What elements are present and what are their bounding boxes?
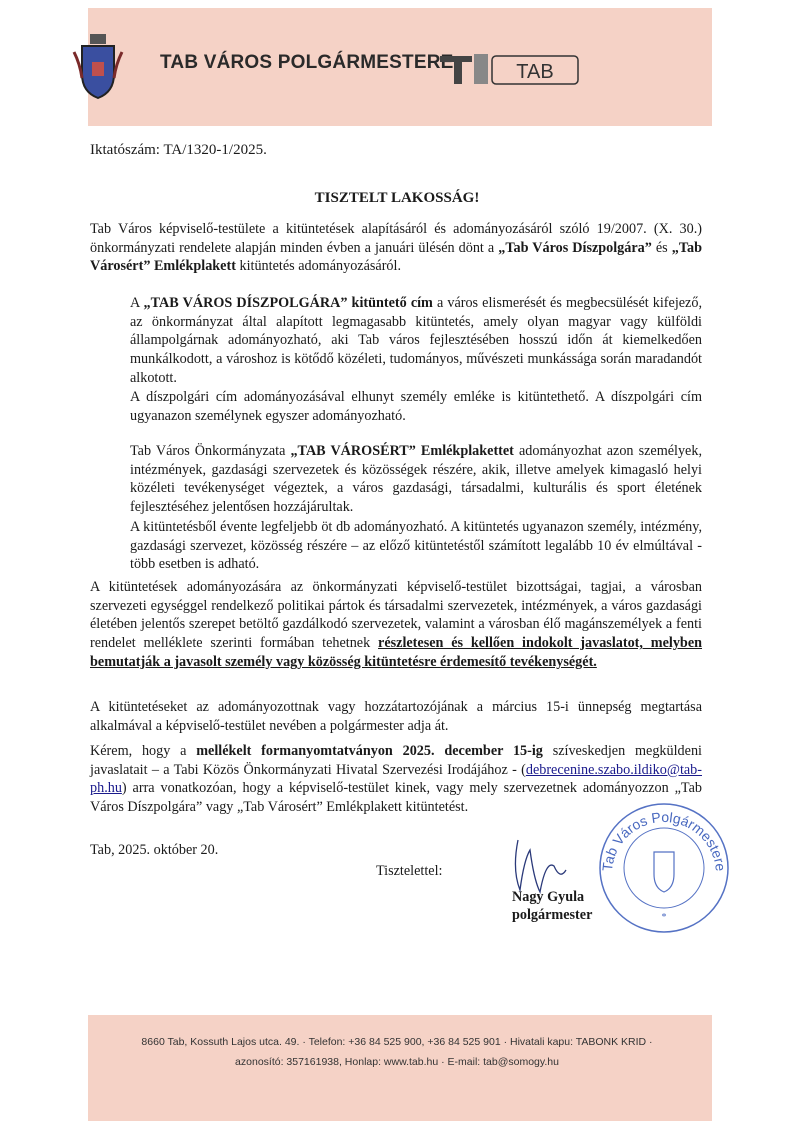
signature-block bbox=[512, 888, 592, 924]
text: Tab Város képviselő-testülete a kitüntetések alapításáról és adományozásáról szóló 19/2007. (X. 30.) önkormányzati rendelete alapján minden évben a januári ülésén dönt a bbox=[90, 221, 702, 256]
text: szíveskedjen megküldeni javaslatait – a Tabi Közös Önkormányzati Hivatal Szervezési Irodájához - ( bbox=[90, 743, 702, 778]
text: A kitüntetések adományozására az önkormányzati képviselő-testület bizottságai, tagjai, a városban szervezeti egységgel rendelkező politikai pártok és társadalmi szervezetek, intézmények, a város gazdasági életében jelentős szerepet betöltő gazdálkodó szervezetek, valamint a városban élő magánszemélyek a fenti rendelet melléklete szerinti formában tehetnek bbox=[90, 579, 702, 652]
paragraph-plaque bbox=[130, 442, 702, 517]
award-name: „TAB VÁROSÉRT” Emlékplakettet bbox=[290, 443, 514, 459]
footer-contact: azonosító: 357161938, Honlap: www.tab.hu · E-mail: tab@somogy.hu bbox=[235, 1056, 559, 1068]
footer-band bbox=[88, 1015, 712, 1121]
logo-text: TAB bbox=[516, 61, 554, 83]
paragraph-limit: A kitüntetésből évente legfeljebb öt db adományozható. A kitüntetés ugyanazon személy, intézmény, gazdasági szervezet, közösség részére – az előző kitüntetéstől számított legalább 10 év elmúltával - több esetben is adható. bbox=[130, 519, 702, 573]
document-heading: TISZTELT LAKOSSÁG! bbox=[314, 190, 480, 206]
text: kitüntetés adományozásáról. bbox=[235, 258, 402, 275]
underlined-requirement: részletesen és kellően indokolt javaslatot, melyben bemutatják a javasolt személy vagy közösség kitüntetésre érdemesítő tevékenységét. bbox=[90, 635, 703, 670]
text: és bbox=[651, 239, 672, 256]
award-name: „Tab Város Díszpolgára” bbox=[498, 239, 652, 256]
letterhead-title: TAB VÁROS POLGÁRMESTERE bbox=[160, 52, 454, 73]
svg-text:*: * bbox=[661, 912, 667, 923]
paragraph-posthumous: A díszpolgári cím adományozásával elhunyt személy emléke is kitüntethető. A díszpolgári cím ugyanazon személynek egyszer adományozható. bbox=[130, 389, 702, 424]
signer-title: polgármester bbox=[512, 907, 593, 923]
stamp-text: Tab Város Polgármestere bbox=[599, 808, 729, 872]
text: adományozhat azon személyek, intézmények, gazdasági szervezetek és közösségek részére, akik, illetve amelyek kimagasló helyi közéleti tevékenységet végeztek, a város gazdasági, társadalmi, kulturális és sport életének fejlesztéséhez jelentősen hozzájárultak. bbox=[130, 443, 702, 516]
deadline: mellékelt formanyomtatványon 2025. december 15-ig bbox=[196, 743, 543, 759]
text: A bbox=[130, 295, 144, 311]
text: ) arra vonatkozóan, hogy a képviselő-testület kinek, vagy mely szervezetnek adományozzon „Tab Város Díszpolgára” vagy „Tab Városért” Emlékplakett kitüntetést. bbox=[90, 780, 702, 816]
text: Kérem, hogy a bbox=[90, 743, 197, 759]
coat-of-arms-icon bbox=[72, 34, 124, 100]
paragraph-nominations bbox=[90, 578, 702, 672]
paragraph-intro bbox=[90, 220, 702, 276]
text: Tab Város Önkormányzata bbox=[130, 443, 291, 459]
document-date: Tab, 2025. október 20. bbox=[90, 842, 219, 858]
footer-address: 8660 Tab, Kossuth Lajos utca. 49. · Telefon: +36 84 525 900, +36 84 525 901 · Hivatali kapu: TABONK KRID · bbox=[141, 1036, 653, 1048]
email-link[interactable]: debrecenine.szabo.ildiko@tab-ph.hu bbox=[90, 761, 702, 797]
greeting: Tisztelettel: bbox=[376, 863, 443, 879]
official-stamp bbox=[594, 798, 734, 938]
signer-name: Nagy Gyula bbox=[512, 889, 585, 905]
award-name: „TAB VÁROS DÍSZPOLGÁRA” kitüntető cím bbox=[143, 295, 433, 311]
paragraph-honorary-citizen bbox=[130, 294, 702, 388]
award-name: „Tab Városért” Emlékplakett bbox=[90, 239, 702, 275]
paragraph-ceremony: A kitüntetéseket az adományozottnak vagy hozzátartozójának a március 15-i ünnepség megtartása alkalmával a képviselő-testület nevében a polgármester adja át. bbox=[90, 699, 702, 734]
tab-logo bbox=[432, 50, 582, 86]
registration-number: Iktatószám: TA/1320-1/2025. bbox=[90, 142, 267, 158]
text: a város elismerését és megbecsülését kifejező, az önkormányzat által alapított legmagasabb kitüntetés, amely olyan magyar vagy külföldi állampolgárnak adományozható, aki Tab város fejlesztésében hosszú időn át kiemelkedően munkálkodott, a városhoz is kötődő közéleti, tudományos, művészeti munkássága során maradandót alkotott. bbox=[130, 295, 702, 386]
